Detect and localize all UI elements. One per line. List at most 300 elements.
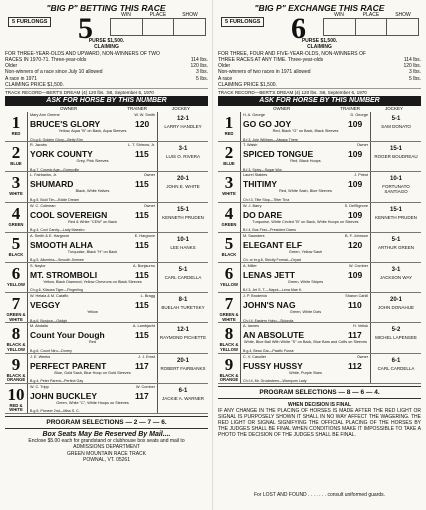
post-position xyxy=(5,203,28,232)
jockey-name: JOHN DONAHUE xyxy=(377,305,414,311)
box-seat-info xyxy=(5,432,208,463)
ask-banner: ASK FOR HORSE BY THIS NUMBER xyxy=(218,96,421,106)
jockey-cell xyxy=(370,263,421,292)
trainer-name: Owner xyxy=(356,143,368,148)
weight: 120 xyxy=(135,119,150,129)
distance-badge: 5 FURLONGS xyxy=(221,17,264,27)
post-number: 3 xyxy=(224,173,234,193)
pedigree: B.g.6, Count Niro—Dorrey xyxy=(30,348,72,353)
condition-text: FOR THREE, FOUR AND FIVE-YEAR-OLDS, NON-WINNERS OF xyxy=(218,50,366,57)
owner-trainer xyxy=(30,143,155,147)
jockey-cell xyxy=(370,172,421,201)
trainer-name: Owner xyxy=(143,173,155,178)
jockey-cell xyxy=(157,354,208,383)
horse-name: AN ABSOLUTE xyxy=(243,330,305,341)
entry-row xyxy=(5,172,208,202)
weight: 117 xyxy=(135,360,149,371)
owner-name: W. J. Barry xyxy=(243,203,262,208)
pedigree: Ch. or br.g.6, Strictly Formal—Dryad xyxy=(243,258,301,263)
horse-name: DO DARE xyxy=(243,209,283,220)
entry-list xyxy=(218,112,421,384)
jockey-name: LEE HANKS xyxy=(170,244,196,250)
owner-trainer xyxy=(30,294,155,298)
morning-line-odds: 20-1 xyxy=(389,297,402,304)
jockey-cell xyxy=(370,233,421,262)
owner-trainer xyxy=(30,264,155,268)
entry-row xyxy=(218,263,421,293)
jockey-cell xyxy=(157,293,208,322)
silks: Grey, Pink Sleeves xyxy=(76,159,109,164)
purse: PURSE $1,500. xyxy=(301,38,338,44)
owner-trainer xyxy=(243,143,368,147)
win-box xyxy=(323,18,355,36)
post-number: 10 xyxy=(7,384,25,404)
morning-line-odds: 20-1 xyxy=(176,176,189,183)
jockey-cell xyxy=(370,323,421,352)
owner-name: S. Naylor xyxy=(30,263,46,268)
weight: 109 xyxy=(348,179,363,190)
post-number: 2 xyxy=(224,143,234,163)
win-label: WIN xyxy=(334,12,344,18)
pedigree: B.f.3, Spicy—Sugar Wor xyxy=(243,167,282,172)
weight: 109 xyxy=(348,119,363,129)
trainer-name: A. Lambjacht xyxy=(132,324,155,329)
condition-weight: 120 lbs. xyxy=(190,63,208,70)
owner-trainer xyxy=(243,355,368,359)
condition-text: Non-winners of a race since July 10 allowed xyxy=(5,69,103,76)
race-type: CLAIMING xyxy=(307,44,332,51)
weight: 109 xyxy=(348,269,363,280)
entry-row xyxy=(218,203,421,233)
condition-weight: 114 lbs. xyxy=(403,56,421,63)
decision-notice xyxy=(218,402,421,438)
silks: Blue, Gold Sash, Blue Hoop on Gold Sleeves xyxy=(54,370,131,375)
post-number: 8 xyxy=(224,324,234,344)
condition-weight: 5 lbs. xyxy=(409,75,421,82)
owner-name: A. Smith & E. Hargrove xyxy=(30,233,70,238)
entry-row xyxy=(218,293,421,323)
morning-line-odds: 5-1 xyxy=(391,236,401,243)
jockey-name: KENNETH PRUDEN xyxy=(375,214,417,220)
saddle-color: BLACK xyxy=(8,251,24,257)
race-conditions xyxy=(218,38,421,88)
owner-trainer xyxy=(243,234,368,238)
trainer-header: TRAINER xyxy=(127,106,148,111)
page-title: "BIG P" BETTING THIS RACE xyxy=(46,3,166,13)
entry-row xyxy=(218,112,421,142)
owner-name: Laurel Stables xyxy=(243,173,268,178)
post-position xyxy=(5,323,28,352)
owner-trainer xyxy=(243,204,368,208)
weight: 115 xyxy=(135,149,149,160)
entry-row xyxy=(5,112,208,142)
silks: Red, Black Hoops xyxy=(290,159,321,164)
owner-trainer xyxy=(243,173,368,177)
entry-row xyxy=(218,354,421,384)
owner-name: T. Walsh xyxy=(243,143,258,148)
weight: 115 xyxy=(135,330,149,341)
horse-name: SPICED TONGUE xyxy=(243,149,314,160)
post-position xyxy=(5,354,28,383)
pedigree: B.g.6, Bonjour—Oddgh xyxy=(30,318,68,323)
silks: Yellow, Black Diamond; Yellow Chevrons on Black Sleeves xyxy=(43,279,142,284)
morning-line-odds: 12-1 xyxy=(176,116,189,122)
post-number: 7 xyxy=(224,294,234,314)
owner-trainer xyxy=(243,113,368,117)
entry-row xyxy=(5,323,208,353)
silks: Green, White Dots xyxy=(289,310,322,315)
owner-name: J. P. Broderick xyxy=(243,294,268,299)
jockey-name: ARTHUR GREEN xyxy=(378,244,414,250)
entry-row xyxy=(5,263,208,293)
pedigree: B.f.4, Bus First—President Dares xyxy=(243,228,296,233)
jockey-name: BUELAH TURETSKY xyxy=(161,305,205,311)
box-seats-text: Enclose $5.00 each for grandstand or clubhouse box seats and mail to xyxy=(28,438,185,445)
post-number: 1 xyxy=(11,113,21,132)
saddle-color: GREEN xyxy=(8,221,24,227)
morning-line-odds: 10-1 xyxy=(176,236,189,243)
track-address: POWNAL, VT. 05261 xyxy=(83,456,130,463)
admissions-dept: ADMISSIONS DEPARTMENT xyxy=(73,444,140,451)
horse-name: FUSSY HUSSY xyxy=(243,360,303,371)
weight: 110 xyxy=(348,300,362,311)
entry-row xyxy=(5,142,208,172)
post-position xyxy=(5,293,28,322)
column-headers xyxy=(5,106,208,111)
post-number: 6 xyxy=(224,263,234,283)
box-seats-heading: Box Seats May Be Reserved By Mail.... xyxy=(42,431,171,438)
trainer-name: L. T. Shirrow, Jr. xyxy=(128,143,155,148)
owner-name: L. Fairbanks, Jr. xyxy=(30,173,58,178)
jockey-cell xyxy=(370,293,421,322)
trainer-name: J. Priest xyxy=(354,173,368,178)
place-label: PLACE xyxy=(362,12,380,18)
jockey-cell xyxy=(157,233,208,262)
saddle-color: WHITE xyxy=(222,191,236,197)
race-number: 5 xyxy=(78,12,93,45)
race-conditions xyxy=(5,38,208,88)
silks: White, Blue Ball With White "S" on Back, Blue Bars and Cuffs on Sleeves xyxy=(244,340,367,345)
trainer-name: B. F. Johnson xyxy=(344,233,368,238)
condition-weight: 3 lbs. xyxy=(409,69,421,76)
owner-trainer xyxy=(30,204,155,208)
silks: Red, Black "G" on Back, Black Sleeves xyxy=(272,129,339,133)
owner-trainer xyxy=(30,385,155,389)
horse-name: PERFECT PARENT xyxy=(30,360,107,371)
horse-name: BRUCE'S GLORY xyxy=(30,119,101,129)
jockey-name: RAYMOND PICHETTE xyxy=(159,335,207,341)
jockey-name: JACKIE A. WARNER xyxy=(161,395,205,401)
track-record: TRACK RECORD—BERT'S DREAM (4) 120 lbs. :58, September 6, 1970 xyxy=(5,88,208,95)
entry-row xyxy=(5,384,208,414)
saddle-color: WHITE xyxy=(9,191,23,197)
race-number: 6 xyxy=(291,12,306,45)
post-position xyxy=(5,112,28,141)
owner-name: A. Iannes xyxy=(243,324,260,329)
post-number: 1 xyxy=(224,113,234,132)
trainer-name: S. DelSignore xyxy=(344,203,368,208)
page-title: "BIG P" EXCHANGE THIS RACE xyxy=(254,3,385,13)
condition-weight: 114 lbs. xyxy=(190,56,208,63)
silks: Black, White Halves xyxy=(75,189,110,194)
jockey-name: SAM DONATO xyxy=(381,124,411,129)
jockey-name: FORTUNATO SANTIAGO xyxy=(382,184,410,195)
win-box xyxy=(110,18,142,36)
entry-row xyxy=(218,233,421,263)
owner-trainer xyxy=(30,234,155,238)
horse-name: Count Your Dough xyxy=(30,330,105,341)
pedigree: B.g.4, Peter Parent—Perfect Gay xyxy=(30,379,84,383)
jockey-header: JOCKEY xyxy=(385,106,404,111)
saddle-color: BLACK & ORANGE xyxy=(6,372,26,382)
saddle-color: GREEN & WHITE xyxy=(6,312,26,322)
owner-trainer xyxy=(30,324,155,328)
silks: Yellow xyxy=(87,310,98,315)
pedigree: B.f.3, Joie Willham—Always There xyxy=(243,137,299,142)
owner-name: Mary Ann Greene xyxy=(30,113,60,117)
owner-trainer xyxy=(243,324,368,328)
weight: 115 xyxy=(135,269,149,280)
trainer-name: W. W. Smith xyxy=(134,113,155,117)
pedigree: B.g.4, Beau Gar—Pacific Fusse xyxy=(243,348,294,353)
trainer-name: Owner xyxy=(143,203,155,208)
jockey-name: KENNETH PRUDEN xyxy=(162,214,204,220)
weight: 117 xyxy=(135,390,149,401)
saddle-color: GREEN & WHITE xyxy=(219,312,239,322)
entry-row xyxy=(5,203,208,233)
jockey-cell xyxy=(370,142,421,171)
morning-line-odds: 3-1 xyxy=(391,266,401,273)
purse: PURSE $1,500. xyxy=(88,38,125,44)
weight: 109 xyxy=(348,209,363,220)
trainer-name: Sharon Cahill xyxy=(345,294,368,299)
owner-trainer xyxy=(30,113,155,117)
post-position xyxy=(5,263,28,292)
condition-text: THREE RACES AT ANY TIME. Three-year-olds xyxy=(218,56,324,63)
saddle-color: BLACK & YELLOW xyxy=(6,342,26,352)
post-position xyxy=(218,354,241,383)
pedigree: Ch.g.6, Kilauea Tiger—Fingerling xyxy=(30,288,83,293)
condition-text: A race in 1971 xyxy=(5,75,37,82)
horse-name: COOL SOVEREIGN xyxy=(30,209,108,220)
owner-trainer xyxy=(30,355,155,359)
trainer-name: H. Veiluk xyxy=(353,324,368,329)
race-type: CLAIMING xyxy=(94,44,119,51)
claiming-price: CLAIMING PRICE $1,500. xyxy=(218,82,277,89)
horse-name: VEGGY xyxy=(30,300,61,311)
post-number: 6 xyxy=(11,263,21,283)
jockey-name: JOHN E. WHITE xyxy=(166,184,200,190)
post-number: 3 xyxy=(11,173,21,193)
post-position xyxy=(218,172,241,201)
post-number: 8 xyxy=(11,324,21,344)
morning-line-odds: 12-1 xyxy=(176,327,189,334)
saddle-color: YELLOW xyxy=(7,281,25,287)
condition-text: RACES IN 1970-71. Three-year-olds xyxy=(5,56,87,63)
program-selections: PROGRAM SELECTIONS — 8 — 6 — 4. xyxy=(218,386,421,399)
post-position xyxy=(5,142,28,171)
show-box xyxy=(173,18,206,36)
jockey-cell xyxy=(157,384,208,413)
morning-line-odds: 5-1 xyxy=(178,266,188,273)
jockey-cell xyxy=(157,323,208,352)
post-number: 9 xyxy=(224,354,234,374)
owner-name: C. V. Casoller xyxy=(243,354,267,359)
show-label: SHOW xyxy=(182,12,198,18)
wps-boxes xyxy=(323,18,419,36)
pedigree: B.g.5, Bold Tim—Eddie Dream xyxy=(30,197,79,202)
horse-name: GO GO JOY xyxy=(243,119,292,129)
trainer-name: J. J. Ernst xyxy=(138,354,155,359)
trainer-name: Owner xyxy=(356,354,368,359)
post-number: 4 xyxy=(224,203,234,223)
jockey-name: ROBERT FAIRBANKS xyxy=(160,365,206,371)
post-number: 2 xyxy=(11,143,21,163)
ask-banner: ASK FOR HORSE BY THIS NUMBER xyxy=(5,96,208,106)
decision-heading: WHEN DECISION IS FINAL xyxy=(287,402,352,408)
jockey-cell xyxy=(370,203,421,232)
pedigree: B.g.5, Allumbra—Smooth Jimmee xyxy=(30,258,84,263)
jockey-name: LARRY HANDLEY xyxy=(164,124,202,129)
saddle-color: BLACK xyxy=(221,251,237,257)
post-number: 5 xyxy=(11,233,21,253)
distance-badge: 5 FURLONGS xyxy=(8,17,51,27)
horse-name: ELEGANT ELF xyxy=(243,239,303,250)
jockey-name: ROGER BOUDREAU xyxy=(374,154,418,160)
morning-line-odds: 6-1 xyxy=(178,387,188,394)
horse-name: THITIMY xyxy=(243,179,277,190)
pedigree: Ch.f.4, Mr. Grocksteen—Wampum Lady xyxy=(243,379,307,383)
trainer-header: TRAINER xyxy=(340,106,361,111)
post-position xyxy=(218,233,241,262)
silks: Red, White Sash, Blue Sleeves xyxy=(279,189,332,194)
saddle-color: RED xyxy=(224,131,234,136)
condition-weight: 5 lbs. xyxy=(196,75,208,82)
weight: 115 xyxy=(135,300,149,311)
horse-name: JOHN'S NAG xyxy=(243,300,296,311)
morning-line-odds: 15-1 xyxy=(389,146,402,153)
jockey-cell xyxy=(157,263,208,292)
wps-boxes xyxy=(110,18,206,36)
trainer-name: A. Bonjaurno xyxy=(133,263,155,268)
post-position xyxy=(5,384,28,413)
column-headers xyxy=(218,106,421,111)
decision-text: IF ANY CHANGE IN THE PLACING OF HORSES IS MADE AFTER THE RED LIGHT OR SIGNAL IS PURPOSELY SHOWN IT SHALL IN NO WAY AFFECT THE WAGERING. THE RED LIGHT OR SIGNAL SIGNIFYING THE OFFICIAL PLACING OF THE HORSES BY THE JUDGES SHALL BE FINAL WHEN CONDITIONS MAKE IT IMPOSSIBLE TO TAKE A PHOTO THE DECISION OF THE JUDGES SHALL BE FINAL. xyxy=(218,408,421,438)
weight: 115 xyxy=(135,209,149,220)
horse-name: LENAS JETT xyxy=(243,269,295,280)
horse-name: JOHN BUCKLEY xyxy=(30,390,98,401)
jockey-cell xyxy=(157,172,208,201)
morning-line-odds: 10-1 xyxy=(389,176,402,183)
trainer-name: L. Bragg xyxy=(140,294,155,299)
trainer-name: W. Comber xyxy=(136,384,155,389)
place-box xyxy=(142,18,174,36)
silks: Turquoise, White Circled "B" on Back, White Hoops on Sleeves xyxy=(252,219,359,224)
show-label: SHOW xyxy=(395,12,411,18)
owner-trainer xyxy=(243,294,368,298)
weight: 115 xyxy=(135,179,149,190)
pedigree: B.g.4, Cool Candy—Lady Maestro xyxy=(30,228,85,233)
trainer-name: E. Hargrove xyxy=(134,233,155,238)
show-box xyxy=(386,18,419,36)
silks: White, Purple Stars xyxy=(289,370,322,375)
jockey-cell xyxy=(157,203,208,232)
silks: Green, Yellow Sash xyxy=(288,249,323,254)
place-label: PLACE xyxy=(149,12,167,18)
saddle-color: YELLOW xyxy=(220,281,238,287)
post-number: 4 xyxy=(11,203,21,223)
trainer-name: D. George xyxy=(350,113,368,117)
condition-text: FOR THREE-YEAR-OLDS AND UPWARD, NON-WINNERS OF TWO xyxy=(5,50,160,57)
jockey-cell xyxy=(370,354,421,383)
place-box xyxy=(355,18,387,36)
condition-text: Older xyxy=(218,63,231,70)
entry-row xyxy=(5,293,208,323)
condition-text: A race xyxy=(218,75,233,82)
morning-line-odds: 15-1 xyxy=(176,206,189,213)
owner-header: OWNER xyxy=(60,106,78,111)
morning-line-odds: 6-1 xyxy=(391,357,401,364)
post-position xyxy=(218,203,241,232)
owner-header: OWNER xyxy=(273,106,291,111)
pedigree: B.g.7, Cosmic Age—Goreyville xyxy=(30,167,80,172)
post-position xyxy=(218,142,241,171)
saddle-color: BLACK & ORANGE xyxy=(219,372,239,382)
silks: Yellow, Aqua "B" on Back, Aqua Sleeves xyxy=(58,129,127,133)
post-position xyxy=(218,112,241,141)
saddle-color: BLACK & YELLOW xyxy=(219,342,239,352)
silks: Red & White "CEW" on Back xyxy=(68,219,117,224)
horse-name: MT. STROMBOLI xyxy=(30,269,98,280)
silks: Green, White "C", White Hoops on Sleeves xyxy=(56,400,129,405)
owner-trainer xyxy=(243,264,368,268)
saddle-color: RED & WHITE xyxy=(9,402,23,413)
saddle-color: BLUE xyxy=(10,161,22,167)
post-number: 7 xyxy=(11,294,21,314)
morning-line-odds: 20-1 xyxy=(176,357,189,364)
weight: 115 xyxy=(135,239,149,250)
post-position xyxy=(5,172,28,201)
claiming-price: CLAIMING PRICE $1,500. xyxy=(5,82,64,89)
silks: Green, White Stripes xyxy=(287,279,324,284)
condition-weight: 3 lbs. xyxy=(196,69,208,76)
condition-text: Older xyxy=(5,63,18,70)
condition-weight: 120 lbs. xyxy=(403,63,421,70)
trainer-name: W. Comber xyxy=(349,263,368,268)
jockey-name: MICHEL LAPENSEE xyxy=(375,335,417,341)
weight: 109 xyxy=(348,149,363,160)
post-position xyxy=(218,263,241,292)
pedigree: B.f.3, Jet S. T.—Napol—Lena Mae K. xyxy=(243,288,303,293)
saddle-color: GREEN xyxy=(221,221,237,227)
morning-line-odds: 5-2 xyxy=(391,327,401,334)
silks: Turquoise, Black "H" on Back xyxy=(67,249,118,254)
weight: 117 xyxy=(348,330,362,341)
entry-list xyxy=(5,112,208,414)
saddle-color: BLUE xyxy=(223,161,235,167)
horse-name: YORK COUNTY xyxy=(30,149,93,160)
owner-name: W. C. Tripp xyxy=(30,384,49,389)
post-position xyxy=(218,293,241,322)
owner-name: R. Jacobs xyxy=(30,143,47,148)
jockey-name: LUIS O. RIVERA xyxy=(165,154,200,160)
entry-row xyxy=(218,172,421,202)
horse-name: SHUMARD xyxy=(30,179,74,190)
owner-name: W. C. Coleman xyxy=(30,203,56,208)
owner-name: J. E. Weeks xyxy=(30,354,51,359)
owner-trainer xyxy=(30,173,155,177)
pedigree: Ch.f.4, Eastern Hobo—Sidonda xyxy=(243,318,294,323)
